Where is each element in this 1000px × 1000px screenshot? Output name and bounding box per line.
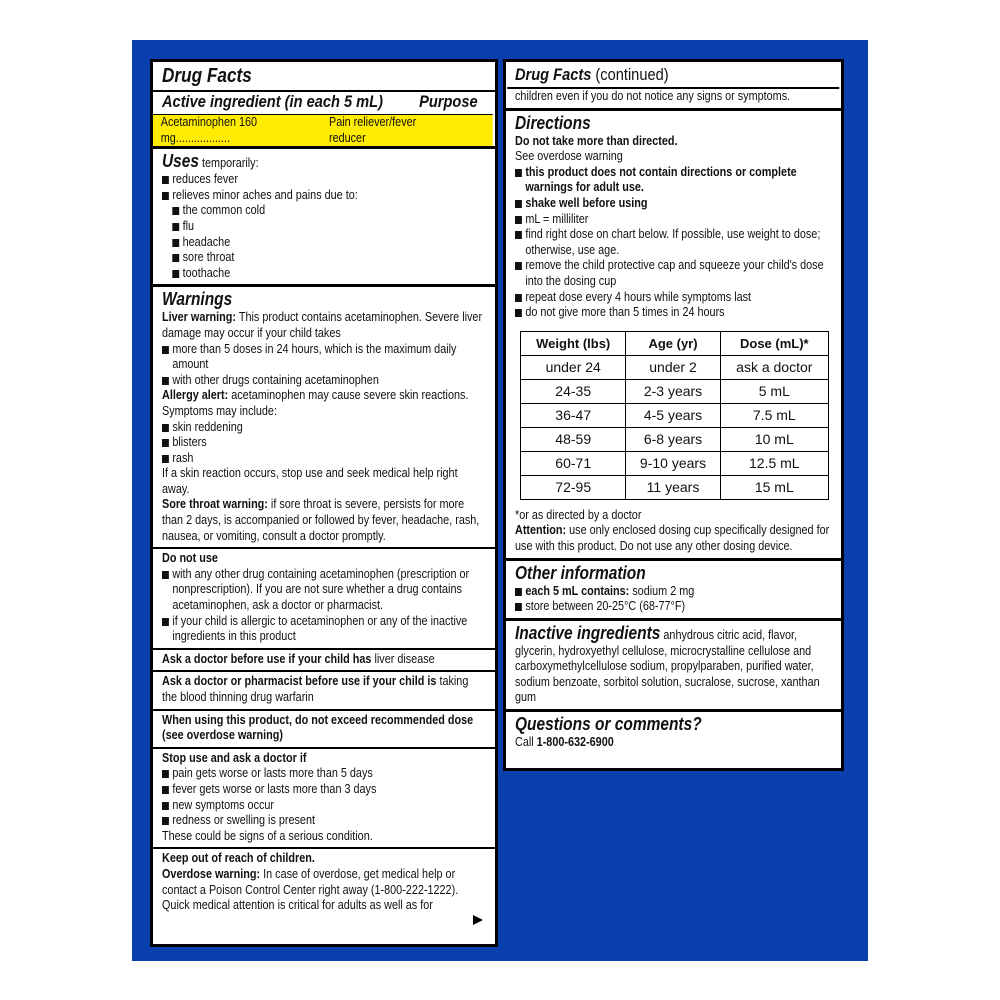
list-item: with other drugs containing acetaminophen: [162, 373, 486, 389]
active-ingredient: Acetaminophen 160 mg..................: [160, 115, 258, 145]
continued-section: [506, 62, 841, 111]
continued-text: children even if you do not notice any signs or symptoms.: [515, 89, 791, 103]
drug-facts-title: Drug Facts: [162, 65, 252, 87]
table-header-row: Weight (lbs) Age (yr) Dose (mL)*: [521, 331, 829, 355]
list-item: store between 20-25°C (68-77°F): [515, 599, 832, 615]
attention-text: Attention: use only enclosed dosing cup specifically designed for use with this product. Do not use any other dosing device.: [515, 523, 830, 553]
uses-intro: temporarily:: [202, 156, 259, 171]
list-item: repeat dose every 4 hours while symptoms last: [515, 290, 832, 306]
list-item: redness or swelling is present: [162, 813, 486, 829]
list-item: skin reddening: [162, 420, 486, 436]
drug-facts-panel-left: [150, 59, 498, 947]
list-item: with any other drug containing acetaminophen (prescription or nonprescription). If you are not sure whether a drug contains acetaminophen, ask a doctor or pharmacist.: [162, 567, 486, 614]
table-row: 60-71 9-10 years 12.5 mL: [521, 451, 829, 475]
table-row: under 24 under 2 ask a doctor: [521, 355, 829, 379]
inactive-ingredients-section: [506, 621, 841, 712]
inactive-ingredients-text: anhydrous citric acid, flavor, glycerin, hydroxyethyl cellulose, microcrystalline cellulose and carboxymethylcellulose sodium, propylparaben, purified water, sodium benzoate, sorbitol solution, sucralose, sucrose, xanthan gum: [515, 627, 820, 705]
directions-line: See overdose warning: [515, 149, 623, 164]
list-item: rash: [162, 451, 486, 467]
drug-facts-panel-right: [503, 59, 844, 771]
active-ingredient-section: [153, 62, 495, 149]
do-not-use-heading: Do not use: [162, 551, 218, 566]
warnings-heading: Warnings: [162, 289, 233, 310]
table-row: 24-35 2-3 years 5 mL: [521, 379, 829, 403]
list-item: toothache: [162, 266, 486, 282]
dose-footnote: *or as directed by a doctor: [515, 507, 642, 522]
when-using-section: When using this product, do not exceed recommended dose (see overdose warning): [153, 711, 495, 749]
allergy-alert: Allergy alert: acetaminophen may cause severe skin reactions. Symptoms may include:: [162, 388, 469, 418]
active-ingredient-purpose: Pain reliever/fever reducer: [328, 115, 417, 145]
list-item: mL = milliliter: [515, 212, 832, 228]
directions-heading: Directions: [515, 112, 591, 133]
list-item: the common cold: [162, 203, 486, 219]
other-information-section: [506, 561, 841, 621]
keep-out-section: [153, 849, 495, 935]
questions-heading: Questions or comments?: [515, 714, 702, 735]
keep-out-text: Keep out of reach of children.: [162, 851, 315, 866]
list-item: blisters: [162, 435, 486, 451]
list-item: fever gets worse or lasts more than 3 days: [162, 782, 486, 798]
list-item: reduces fever: [162, 172, 486, 188]
list-item: if your child is allergic to acetaminophen or any of the inactive ingredients in this product: [162, 614, 486, 645]
uses-heading: Uses: [162, 151, 200, 172]
active-ingredient-header: Active ingredient (in each 5 mL): [162, 92, 383, 111]
list-item: shake well before using: [515, 196, 832, 212]
active-ingredient-row: [153, 114, 493, 146]
continue-arrow-icon: [473, 915, 483, 925]
list-item: remove the child protective cap and squeeze your child's dose into the dosing cup: [515, 258, 832, 289]
list-item: more than 5 doses in 24 hours, which is the maximum daily amount: [162, 342, 486, 373]
list-item: headache: [162, 235, 486, 251]
inactive-ingredients-heading: Inactive ingredients: [515, 622, 661, 643]
liver-warning: Liver warning: This product contains acetaminophen. Severe liver damage may occur if your child takes: [162, 310, 483, 340]
table-row: 48-59 6-8 years 10 mL: [521, 427, 829, 451]
stop-use-footer: These could be signs of a serious condition.: [162, 828, 373, 843]
purpose-header: Purpose: [419, 92, 478, 111]
table-row: 36-47 4-5 years 7.5 mL: [521, 403, 829, 427]
skin-reaction-text: If a skin reaction occurs, stop use and seek medical help right away.: [162, 466, 458, 496]
list-item: find right dose on chart below. If possible, use weight to dose; otherwise, use age.: [515, 227, 832, 258]
list-item: flu: [162, 219, 486, 235]
dosing-table: [520, 331, 829, 500]
ask-doctor-section: Ask a doctor before use if your child has liver disease: [153, 650, 495, 673]
do-not-use-section: [153, 549, 495, 650]
list-item: do not give more than 5 times in 24 hours: [515, 305, 832, 321]
list-item: sore throat: [162, 250, 486, 266]
list-item: pain gets worse or lasts more than 5 days: [162, 766, 486, 782]
stop-use-heading: Stop use and ask a doctor if: [162, 750, 307, 765]
table-row: 72-95 11 years 15 mL: [521, 475, 829, 499]
list-item: new symptoms occur: [162, 798, 486, 814]
uses-section: [153, 149, 495, 287]
continued-title: Drug Facts (continued): [515, 65, 669, 84]
directions-section: [506, 111, 841, 561]
directions-line: Do not take more than directed.: [515, 133, 678, 148]
questions-section: [506, 712, 841, 754]
stop-use-section: [153, 749, 495, 850]
questions-phone: Call 1-800-632-6900: [515, 735, 614, 750]
active-ingredient-header-row: [162, 92, 486, 112]
list-item: relieves minor aches and pains due to:: [162, 188, 486, 204]
list-item: each 5 mL contains: sodium 2 mg: [515, 584, 832, 600]
other-information-heading: Other information: [515, 562, 646, 583]
warnings-section: [153, 287, 495, 549]
list-item: this product does not contain directions or complete warnings for adult use.: [515, 165, 832, 196]
overdose-warning: Overdose warning: In case of overdose, get medical help or contact a Poison Control Center right away (1-800-222-1222). Quick medical attention is critical for adults as well as for: [162, 866, 459, 913]
sore-throat-warning: Sore throat warning: if sore throat is severe, persists for more than 2 days, is accompanied or followed by fever, headache, rash, nausea, or vomiting, consult a doctor promptly.: [162, 497, 480, 543]
ask-pharmacist-section: Ask a doctor or pharmacist before use if your child is taking the blood thinning drug warfarin: [153, 672, 495, 710]
